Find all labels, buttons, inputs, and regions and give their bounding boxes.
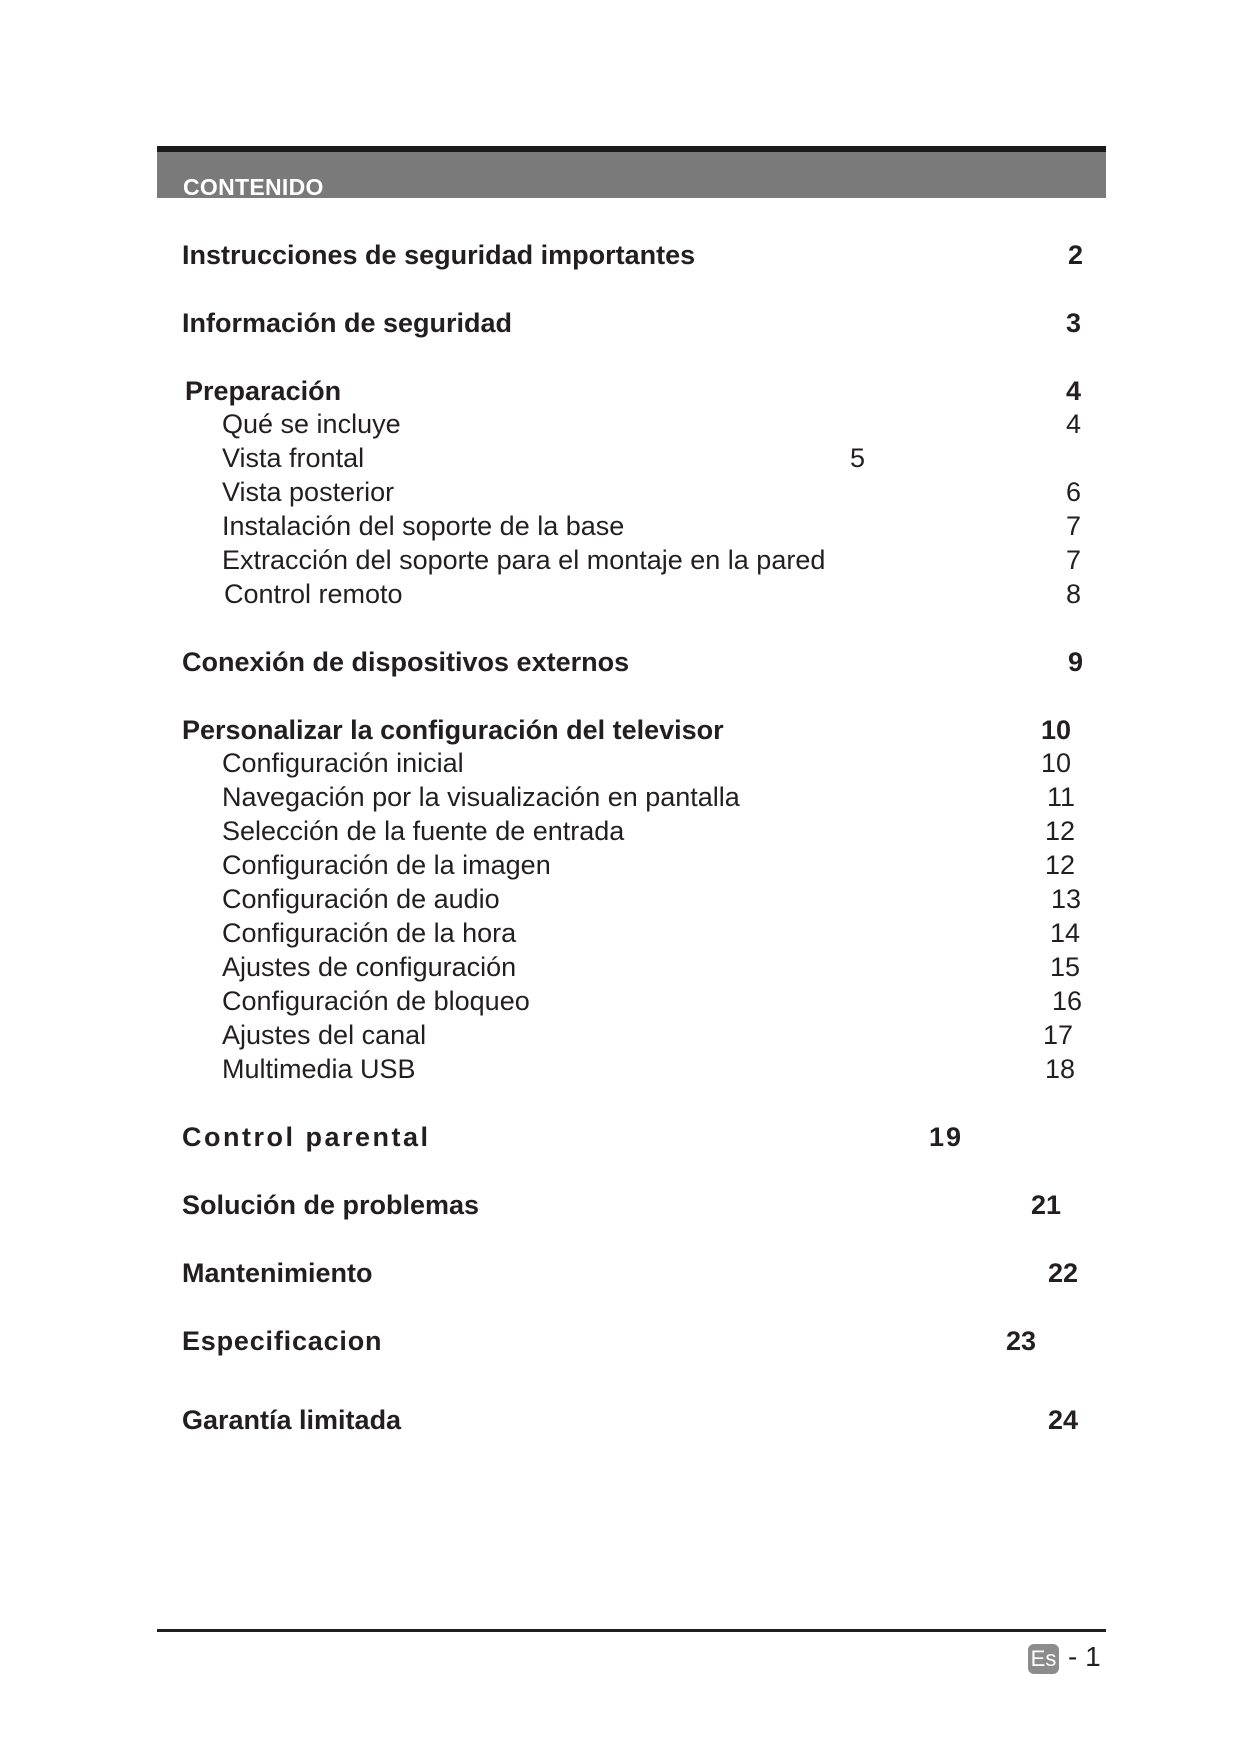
toc-subitem-title[interactable]: Instalación del soporte de la base xyxy=(222,511,625,541)
toc-subitem-title[interactable]: Configuración inicial xyxy=(222,748,464,778)
toc-subitem-title[interactable]: Multimedia USB xyxy=(222,1054,416,1084)
toc-section-page: 4 xyxy=(1065,376,1081,406)
toc-subitem-title[interactable]: Ajustes del canal xyxy=(222,1020,427,1050)
toc-subitem-title[interactable]: Control remoto xyxy=(224,579,403,609)
toc-subitem-title[interactable]: Navegación por la visualización en pantalla xyxy=(222,782,740,812)
toc-section-title[interactable]: Solución de problemas xyxy=(182,1190,480,1220)
toc-subitem-title[interactable]: Vista posterior xyxy=(222,477,395,507)
toc-subitem-page: 14 xyxy=(1049,918,1080,948)
toc-section-title[interactable]: Información de seguridad xyxy=(182,308,513,338)
toc-section-page: 23 xyxy=(1006,1326,1037,1356)
toc-subitem-page: 17 xyxy=(1042,1020,1073,1050)
toc-subitem-page: 7 xyxy=(1065,511,1081,541)
toc-section-title[interactable]: Control parental xyxy=(182,1122,431,1152)
toc-subitem-page: 10 xyxy=(1040,748,1071,778)
toc-subitem-title[interactable]: Vista frontal xyxy=(222,443,365,473)
toc-subitem-page: 11 xyxy=(1046,782,1075,812)
toc-subitem-title[interactable]: Qué se incluye xyxy=(222,409,401,439)
toc-subitem-page: 12 xyxy=(1044,850,1075,880)
toc-subitem-page: 4 xyxy=(1065,409,1081,439)
toc-section-page: 22 xyxy=(1048,1258,1079,1288)
toc-subitem-page: 15 xyxy=(1049,952,1080,982)
toc-subitem-title[interactable]: Configuración de bloqueo xyxy=(222,986,530,1016)
toc-section-page: 19 xyxy=(929,1122,964,1152)
toc-subitem-title[interactable]: Configuración de audio xyxy=(222,884,500,914)
toc-subitem-page: 7 xyxy=(1065,545,1081,575)
toc-subitem-page: 16 xyxy=(1051,986,1082,1016)
toc-subitem-page: 18 xyxy=(1044,1054,1075,1084)
toc-subitem-title[interactable]: Extracción del soporte para el montaje en la pared xyxy=(222,545,826,575)
toc-section-page: 9 xyxy=(1067,647,1083,677)
toc-section-title[interactable]: Personalizar la configuración del televisor xyxy=(182,715,724,745)
toc-section-page: 3 xyxy=(1065,308,1081,338)
toc-subitem-page: 13 xyxy=(1050,884,1081,914)
toc-subitem-title[interactable]: Configuración de la imagen xyxy=(222,850,551,880)
footer-divider xyxy=(157,1629,1106,1632)
toc-subitem-page: 6 xyxy=(1065,477,1081,507)
toc-section-title[interactable]: Garantía limitada xyxy=(182,1405,402,1435)
toc-subitem-page: 12 xyxy=(1044,816,1075,846)
toc-section-page: 2 xyxy=(1067,240,1083,270)
language-badge: Es xyxy=(1028,1644,1059,1674)
toc-subitem-title[interactable]: Configuración de la hora xyxy=(222,918,517,948)
toc-subitem-title[interactable]: Ajustes de configuración xyxy=(222,952,517,982)
toc-subitem-page: 8 xyxy=(1065,579,1081,609)
page-number: - 1 xyxy=(1068,1641,1101,1672)
toc-section-page: 10 xyxy=(1040,715,1071,745)
toc-subitem-title[interactable]: Selección de la fuente de entrada xyxy=(222,816,625,846)
toc-section-page: 24 xyxy=(1048,1405,1079,1435)
toc-section-title[interactable]: Especificacion xyxy=(182,1326,383,1356)
page-title: CONTENIDO xyxy=(183,174,324,200)
toc-section-title[interactable]: Conexión de dispositivos externos xyxy=(182,647,630,677)
toc-section-title[interactable]: Mantenimiento xyxy=(182,1258,373,1288)
toc-section-title[interactable]: Preparación xyxy=(185,376,342,406)
toc-section-title[interactable]: Instrucciones de seguridad importantes xyxy=(182,240,696,270)
toc-section-page: 21 xyxy=(1031,1190,1062,1220)
toc-subitem-page: 5 xyxy=(850,443,866,473)
